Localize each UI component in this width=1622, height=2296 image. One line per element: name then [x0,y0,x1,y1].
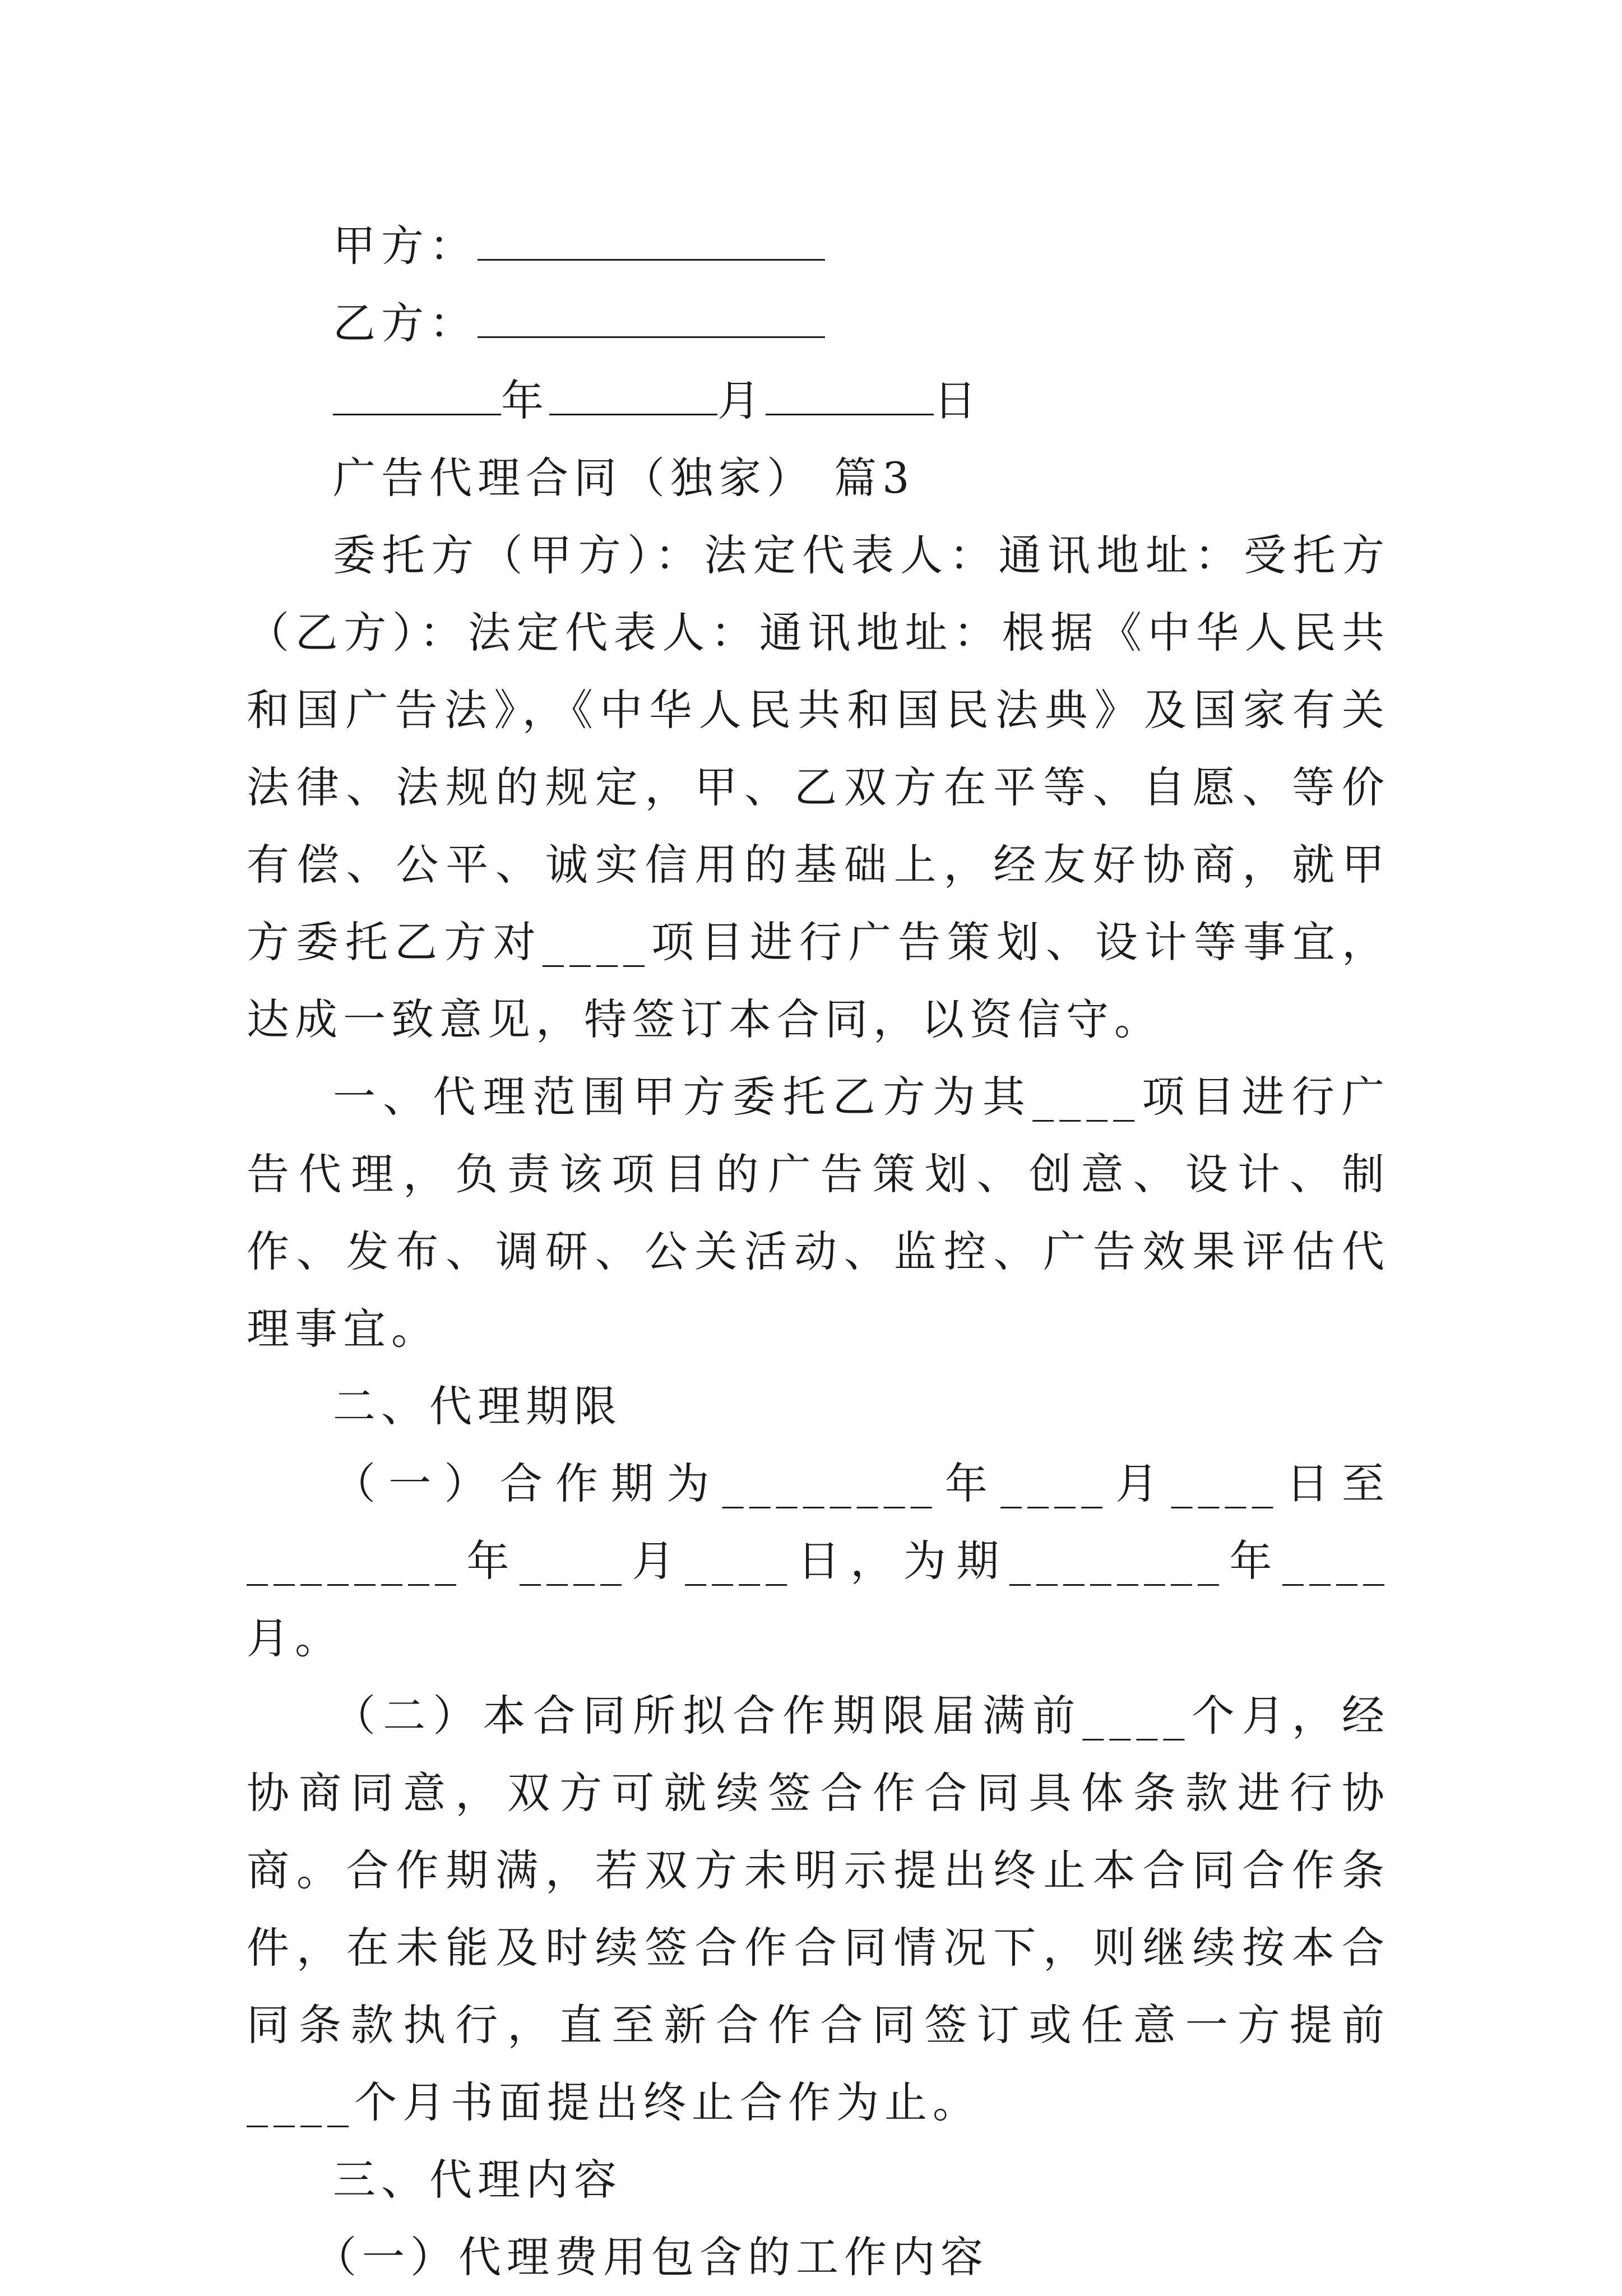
date-month-label: 月 [717,376,766,425]
day-blank [766,370,934,415]
section-title: 广告代理合同（独家） 篇3 [333,453,915,503]
party-b-blank [478,293,825,338]
document-body [247,207,1390,2296]
party-a-blank [478,215,825,261]
party-b-signature-line [247,285,1390,362]
party-a-label: 甲方： [333,221,478,271]
term-clause-1: （一）合作期为________年____月____日至________年____月____日，为期________年____月。 [247,1459,1390,1663]
party-b-label: 乙方： [333,298,478,348]
intro-paragraph: 委托方（甲方）：法定代表人：通讯地址：受托方（乙方）：法定代表人：通讯地址：根据《中华人民共和国广告法》，《中华人民共和国民法典》及国家有关法律、法规的规定，甲、乙双方在平等、自愿、等价有偿、公平、诚实信用的基础上，经友好协商，就甲方委托乙方对____项目进行广告策划、设计等事宜，达成一致意见，特签订本合同，以资信守。 [247,530,1390,1044]
party-a-signature-line [247,207,1390,285]
content-clause-1: （一）代理费用包含的工作内容 [314,2232,989,2282]
term-heading: 二、代理期限 [333,1381,622,1431]
date-day-label: 日 [934,376,982,425]
scope-paragraph: 一、代理范围甲方委托乙方为其____项目进行广告代理，负责该项目的广告策划、创意、设计、制作、发布、调研、公关活动、监控、广告效果评估代理事宜。 [247,1072,1390,1354]
date-year-label: 年 [501,376,549,425]
month-blank [549,370,717,415]
term-clause-2: （二）本合同所拟合作期限届满前____个月，经协商同意，双方可就续签合作合同具体条款进行协商。合作期满，若双方未明示提出终止本合同合作条件，在未能及时续签合作合同情况下，则继续按本合同条款执行，直至新合作合同签订或任意一方提前____个月书面提出终止合作为止。 [247,1691,1390,2127]
content-heading: 三、代理内容 [333,2155,622,2205]
year-blank [333,370,501,415]
signature-date-line [247,362,1390,439]
